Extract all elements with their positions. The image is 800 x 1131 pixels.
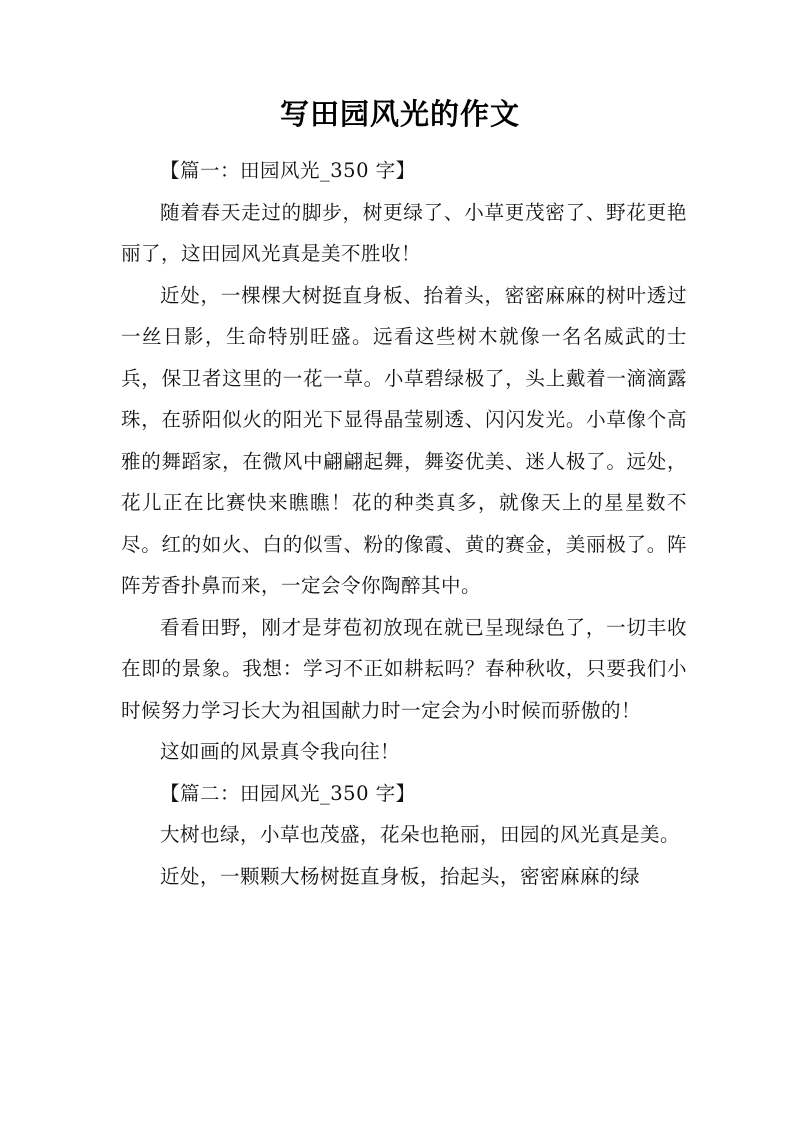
paragraph: 大树也绿，小草也茂盛，花朵也艳丽，田园的风光真是美。 (160, 823, 681, 846)
paragraph: 近处，一颗颗大杨树挺直身板，抬起头，密密麻麻的绿 (160, 864, 641, 888)
document-body (121, 150, 687, 897)
section-heading-2: 【篇二：田园风光_350 字】 (160, 781, 416, 805)
paragraph: 随着春天走过的脚步，树更绿了、小草更茂密了、野花更艳丽了，这田园风光真是美不胜收！ (121, 200, 687, 265)
paragraph: 看看田野，刚才是芽苞初放现在就已呈现绿色了，一切丰收在即的景象。我想：学习不正如耕耘吗？春种秋收，只要我们小时候努力学习长大为祖国献力时一定会为小时候而骄傲的！ (121, 615, 687, 722)
paragraph: 这如画的风景真令我向往！ (160, 740, 401, 763)
section-heading-1: 【篇一：田园风光_350 字】 (160, 159, 416, 182)
document-title: 写田园风光的作文 (279, 97, 520, 131)
paragraph: 近处，一棵棵大树挺直身板、抬着头，密密麻麻的树叶透过一丝日影，生命特别旺盛。远看这些树木就像一名名威武的士兵，保卫者这里的一花一草。小草碧绿极了，头上戴着一滴滴露珠，在骄阳似火的阳光下显得晶莹剔透、闪闪发光。小草像个高雅的舞蹈家，在微风中翩翩起舞，舞姿优美、迷人极了。远处，花儿正在比赛快来瞧瞧！花的种类真多，就像天上的星星数不尽。红的如火、白的似雪、粉的像霞、黄的赛金，美丽极了。阵阵芳香扑鼻而来，一定会令你陶醉其中。 (121, 283, 687, 597)
